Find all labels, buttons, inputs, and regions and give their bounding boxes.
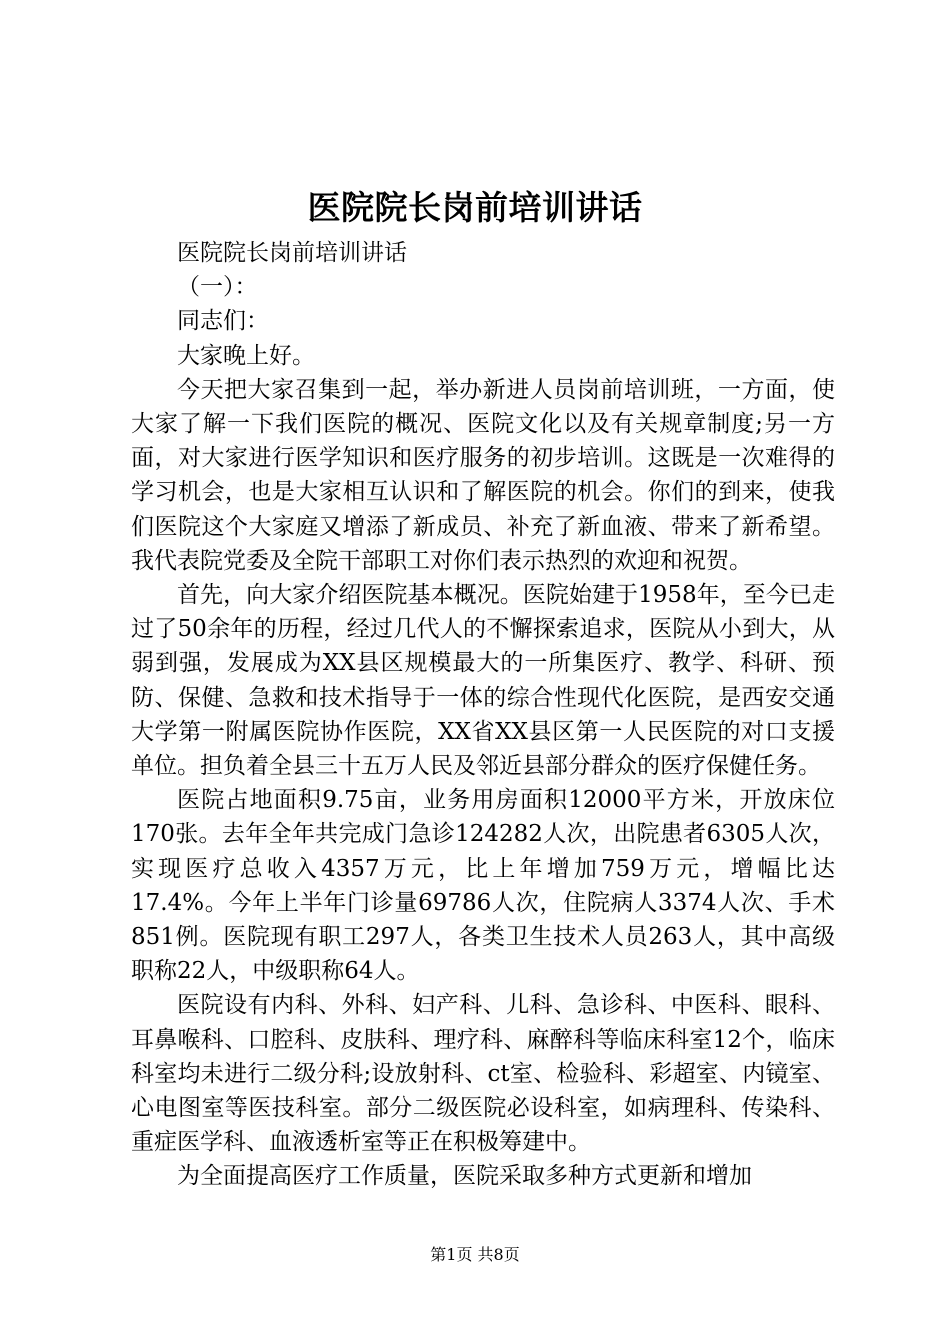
paragraph-quality: 为全面提高医疗工作质量，医院采取多种方式更新和增加 — [177, 1163, 752, 1190]
paragraph-departments: 医院设有内科、外科、妇产科、儿科、急诊科、中医科、眼科、耳鼻喉科、口腔科、皮肤科、理疗科、麻醉科等临床科室12个，临床科室均未进行二级分科;设放射科、ct室、检验科、彩超室、内镜室、心电图室等医技科室。部分二级医院必设科室，如病理科、传染科、重症医学科、血液透析室等正在积极筹建中。 — [131, 992, 835, 1156]
paragraph-hospital-statistics: 医院占地面积9.75亩，业务用房面积12000平方米，开放床位170张。去年全年共完成门急诊124282人次，出院患者6305人次，实现医疗总收入4357万元，比上年增加759万元，增幅比达17.4%。今年上半年门诊量69786人次，住院病人3374人次、手术851例。医院现有职工297人，各类卫生技术人员263人，其中高级职称22人，中级职称64人。 — [131, 787, 835, 985]
document-body — [131, 236, 835, 1194]
page-footer: 第1页 共8页 — [430, 1245, 520, 1264]
paragraph-hospital-overview: 首先，向大家介绍医院基本概况。医院始建于1958年，至今已走过了50余年的历程，经过几代人的不懈探索追求，医院从小到大，从弱到强，发展成为XX县区规模最大的一所集医疗、教学、科研、预防、保健、急救和技术指导于一体的综合性现代化医院，是西安交通大学第一附属医院协作医院，XX省XX县区第一人民医院的对口支援单位。担负着全县三十五万人民及邻近县部分群众的医疗保健任务。 — [131, 582, 835, 780]
paragraph-welcome: 今天把大家召集到一起，举办新进人员岗前培训班，一方面，使大家了解一下我们医院的概况、医院文化以及有关规章制度;另一方面，对大家进行医学知识和医疗服务的初步培训。这既是一次难得的学习机会，也是大家相互认识和了解医院的机会。你们的到来，使我们医院这个大家庭又增添了新成员、补充了新血液、带来了新希望。我代表院党委及全院干部职工对你们表示热烈的欢迎和祝贺。 — [131, 376, 835, 574]
paragraph-salutation: 同志们： — [177, 308, 269, 335]
document-title: 医院院长岗前培训讲话 — [307, 188, 643, 227]
paragraph-section-number: （一）： — [177, 274, 258, 301]
paragraph-greeting: 大家晚上好。 — [177, 342, 315, 369]
paragraph-subtitle: 医院院长岗前培训讲话 — [177, 240, 407, 266]
